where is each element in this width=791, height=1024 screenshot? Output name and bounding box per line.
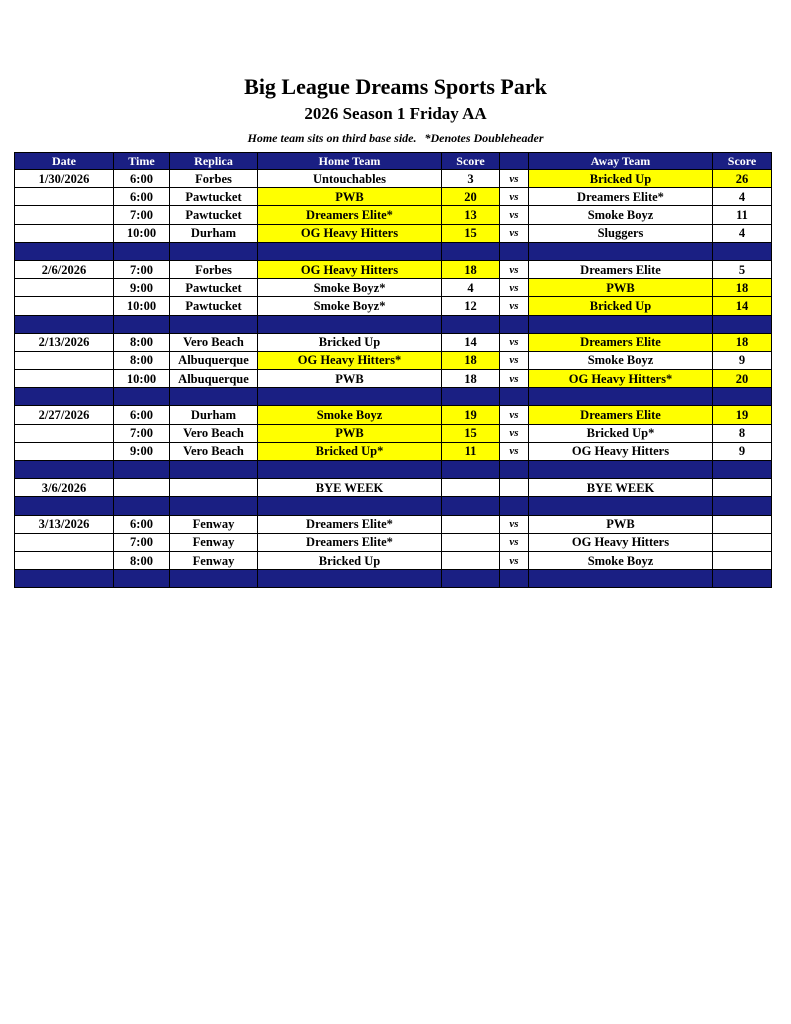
home-score-cell: 12 (442, 297, 500, 315)
table-row (15, 515, 772, 533)
schedule-body (15, 170, 772, 588)
separator-cell (442, 497, 500, 515)
replica-cell: Fenway (170, 515, 258, 533)
vs-cell: vs (500, 279, 529, 297)
vs-cell: vs (500, 370, 529, 388)
time-cell: 8:00 (114, 333, 170, 351)
separator-cell (442, 315, 500, 333)
separator-cell (713, 388, 772, 406)
date-cell: 2/13/2026 (15, 333, 114, 351)
separator-row (15, 315, 772, 333)
separator-cell (114, 388, 170, 406)
time-cell: 8:00 (114, 551, 170, 569)
home-side-note: Home team sits on third base side. (247, 131, 417, 145)
replica-cell (170, 479, 258, 497)
away-score-cell: 5 (713, 260, 772, 278)
time-cell: 8:00 (114, 351, 170, 369)
separator-cell (529, 570, 713, 588)
away-team-cell: PWB (529, 279, 713, 297)
table-row (15, 170, 772, 188)
vs-cell: vs (500, 551, 529, 569)
separator-cell (170, 570, 258, 588)
table-row (15, 206, 772, 224)
home-score-cell: 15 (442, 224, 500, 242)
replica-cell: Forbes (170, 170, 258, 188)
away-team-cell: Dreamers Elite (529, 406, 713, 424)
away-score-cell: 11 (713, 206, 772, 224)
schedule-table (14, 152, 772, 588)
separator-cell (529, 242, 713, 260)
date-cell (15, 297, 114, 315)
replica-cell: Pawtucket (170, 206, 258, 224)
home-team-cell: Smoke Boyz (258, 406, 442, 424)
replica-cell: Fenway (170, 533, 258, 551)
vs-cell: vs (500, 515, 529, 533)
replica-cell: Vero Beach (170, 424, 258, 442)
home-score-cell: 18 (442, 370, 500, 388)
home-score-cell: 19 (442, 406, 500, 424)
separator-cell (15, 242, 114, 260)
page-subtitle: 2026 Season 1 Friday AA (304, 104, 487, 123)
separator-cell (15, 570, 114, 588)
table-row (15, 533, 772, 551)
date-cell: 3/13/2026 (15, 515, 114, 533)
separator-cell (529, 497, 713, 515)
table-row (15, 297, 772, 315)
replica-cell: Vero Beach (170, 442, 258, 460)
home-score-cell: 14 (442, 333, 500, 351)
home-team-cell: BYE WEEK (258, 479, 442, 497)
header-away-score: Score (713, 153, 772, 170)
time-cell: 9:00 (114, 442, 170, 460)
date-cell: 1/30/2026 (15, 170, 114, 188)
separator-cell (529, 315, 713, 333)
home-score-cell: 18 (442, 351, 500, 369)
separator-cell (114, 461, 170, 479)
away-team-cell: OG Heavy Hitters (529, 442, 713, 460)
home-score-cell (442, 551, 500, 569)
vs-cell: vs (500, 406, 529, 424)
vs-cell: vs (500, 170, 529, 188)
away-score-cell: 19 (713, 406, 772, 424)
home-score-cell: 11 (442, 442, 500, 460)
time-cell: 6:00 (114, 406, 170, 424)
date-cell: 2/6/2026 (15, 260, 114, 278)
vs-cell: vs (500, 351, 529, 369)
away-team-cell: Smoke Boyz (529, 206, 713, 224)
away-team-cell: Smoke Boyz (529, 351, 713, 369)
separator-cell (170, 497, 258, 515)
separator-cell (500, 388, 529, 406)
away-team-cell: Dreamers Elite (529, 333, 713, 351)
away-team-cell: Bricked Up (529, 170, 713, 188)
separator-cell (500, 570, 529, 588)
away-team-cell: PWB (529, 515, 713, 533)
separator-row (15, 497, 772, 515)
time-cell: 7:00 (114, 206, 170, 224)
separator-cell (500, 242, 529, 260)
date-cell (15, 206, 114, 224)
separator-cell (713, 570, 772, 588)
vs-cell: vs (500, 424, 529, 442)
header-date: Date (15, 153, 114, 170)
date-cell (15, 551, 114, 569)
away-score-cell (713, 533, 772, 551)
table-row (15, 188, 772, 206)
page-title: Big League Dreams Sports Park (244, 74, 547, 99)
time-cell: 6:00 (114, 170, 170, 188)
date-cell (15, 442, 114, 460)
separator-cell (529, 461, 713, 479)
table-row (15, 333, 772, 351)
time-cell: 7:00 (114, 533, 170, 551)
home-team-cell: Bricked Up (258, 551, 442, 569)
separator-cell (114, 570, 170, 588)
away-score-cell: 26 (713, 170, 772, 188)
away-team-cell: Dreamers Elite (529, 260, 713, 278)
replica-cell: Pawtucket (170, 279, 258, 297)
replica-cell: Albuquerque (170, 370, 258, 388)
away-score-cell: 4 (713, 224, 772, 242)
table-row (15, 370, 772, 388)
home-team-cell: Smoke Boyz* (258, 279, 442, 297)
separator-cell (170, 388, 258, 406)
home-score-cell (442, 533, 500, 551)
separator-cell (258, 315, 442, 333)
away-team-cell: Smoke Boyz (529, 551, 713, 569)
home-score-cell: 13 (442, 206, 500, 224)
home-team-cell: Bricked Up (258, 333, 442, 351)
home-team-cell: Dreamers Elite* (258, 515, 442, 533)
separator-cell (170, 242, 258, 260)
home-score-cell: 15 (442, 424, 500, 442)
away-score-cell: 8 (713, 424, 772, 442)
time-cell: 7:00 (114, 260, 170, 278)
separator-cell (500, 315, 529, 333)
away-team-cell: OG Heavy Hitters (529, 533, 713, 551)
table-row (15, 224, 772, 242)
away-team-cell: OG Heavy Hitters* (529, 370, 713, 388)
table-row (15, 279, 772, 297)
separator-cell (258, 461, 442, 479)
date-cell: 2/27/2026 (15, 406, 114, 424)
time-cell: 10:00 (114, 297, 170, 315)
away-team-cell: Sluggers (529, 224, 713, 242)
separator-cell (170, 461, 258, 479)
away-score-cell: 4 (713, 188, 772, 206)
home-team-cell: Dreamers Elite* (258, 533, 442, 551)
away-team-cell: Bricked Up (529, 297, 713, 315)
home-score-cell: 20 (442, 188, 500, 206)
away-score-cell: 9 (713, 351, 772, 369)
separator-cell (713, 315, 772, 333)
away-score-cell: 18 (713, 333, 772, 351)
date-cell (15, 279, 114, 297)
time-cell: 6:00 (114, 188, 170, 206)
vs-cell: vs (500, 224, 529, 242)
home-team-cell: OG Heavy Hitters (258, 224, 442, 242)
table-row (15, 442, 772, 460)
vs-cell: vs (500, 297, 529, 315)
time-cell (114, 479, 170, 497)
separator-row (15, 388, 772, 406)
replica-cell: Durham (170, 224, 258, 242)
away-score-cell: 20 (713, 370, 772, 388)
away-team-cell: BYE WEEK (529, 479, 713, 497)
separator-row (15, 570, 772, 588)
vs-cell: vs (500, 533, 529, 551)
vs-cell: vs (500, 188, 529, 206)
away-score-cell (713, 551, 772, 569)
time-cell: 7:00 (114, 424, 170, 442)
home-score-cell: 18 (442, 260, 500, 278)
schedule-note (0, 131, 791, 146)
table-row (15, 479, 772, 497)
time-cell: 10:00 (114, 224, 170, 242)
date-cell (15, 424, 114, 442)
separator-cell (258, 497, 442, 515)
table-row (15, 351, 772, 369)
separator-cell (15, 461, 114, 479)
table-row (15, 406, 772, 424)
away-score-cell: 14 (713, 297, 772, 315)
separator-cell (170, 315, 258, 333)
away-score-cell (713, 479, 772, 497)
table-row (15, 260, 772, 278)
separator-cell (442, 242, 500, 260)
header-vs (500, 153, 529, 170)
replica-cell: Pawtucket (170, 297, 258, 315)
table-header-row (15, 153, 772, 170)
home-team-cell: OG Heavy Hitters* (258, 351, 442, 369)
separator-cell (713, 242, 772, 260)
replica-cell: Forbes (170, 260, 258, 278)
separator-cell (442, 388, 500, 406)
home-team-cell: Untouchables (258, 170, 442, 188)
separator-cell (258, 242, 442, 260)
vs-cell: vs (500, 206, 529, 224)
away-score-cell (713, 515, 772, 533)
away-team-cell: Bricked Up* (529, 424, 713, 442)
home-team-cell: PWB (258, 370, 442, 388)
header-home-score: Score (442, 153, 500, 170)
separator-cell (114, 497, 170, 515)
date-cell (15, 224, 114, 242)
separator-cell (258, 388, 442, 406)
separator-cell (15, 315, 114, 333)
away-team-cell: Dreamers Elite* (529, 188, 713, 206)
time-cell: 9:00 (114, 279, 170, 297)
home-team-cell: PWB (258, 424, 442, 442)
separator-cell (114, 315, 170, 333)
time-cell: 10:00 (114, 370, 170, 388)
separator-cell (442, 461, 500, 479)
table-row (15, 424, 772, 442)
home-score-cell: 3 (442, 170, 500, 188)
header-replica: Replica (170, 153, 258, 170)
away-score-cell: 18 (713, 279, 772, 297)
home-score-cell (442, 515, 500, 533)
vs-cell: vs (500, 260, 529, 278)
date-cell (15, 370, 114, 388)
header-home-team: Home Team (258, 153, 442, 170)
date-cell (15, 533, 114, 551)
separator-cell (500, 497, 529, 515)
separator-cell (15, 388, 114, 406)
home-score-cell: 4 (442, 279, 500, 297)
separator-cell (15, 497, 114, 515)
vs-cell: vs (500, 333, 529, 351)
vs-cell (500, 479, 529, 497)
doubleheader-note: *Denotes Doubleheader (424, 131, 544, 145)
separator-cell (258, 570, 442, 588)
header-away-team: Away Team (529, 153, 713, 170)
home-team-cell: Smoke Boyz* (258, 297, 442, 315)
vs-cell: vs (500, 442, 529, 460)
separator-cell (114, 242, 170, 260)
replica-cell: Albuquerque (170, 351, 258, 369)
date-cell: 3/6/2026 (15, 479, 114, 497)
separator-row (15, 242, 772, 260)
time-cell: 6:00 (114, 515, 170, 533)
separator-cell (713, 497, 772, 515)
separator-row (15, 461, 772, 479)
home-team-cell: PWB (258, 188, 442, 206)
table-row (15, 551, 772, 569)
date-cell (15, 351, 114, 369)
separator-cell (713, 461, 772, 479)
replica-cell: Durham (170, 406, 258, 424)
separator-cell (529, 388, 713, 406)
replica-cell: Fenway (170, 551, 258, 569)
home-team-cell: Bricked Up* (258, 442, 442, 460)
home-team-cell: Dreamers Elite* (258, 206, 442, 224)
home-score-cell (442, 479, 500, 497)
home-team-cell: OG Heavy Hitters (258, 260, 442, 278)
separator-cell (442, 570, 500, 588)
replica-cell: Vero Beach (170, 333, 258, 351)
separator-cell (500, 461, 529, 479)
replica-cell: Pawtucket (170, 188, 258, 206)
away-score-cell: 9 (713, 442, 772, 460)
header-time: Time (114, 153, 170, 170)
date-cell (15, 188, 114, 206)
